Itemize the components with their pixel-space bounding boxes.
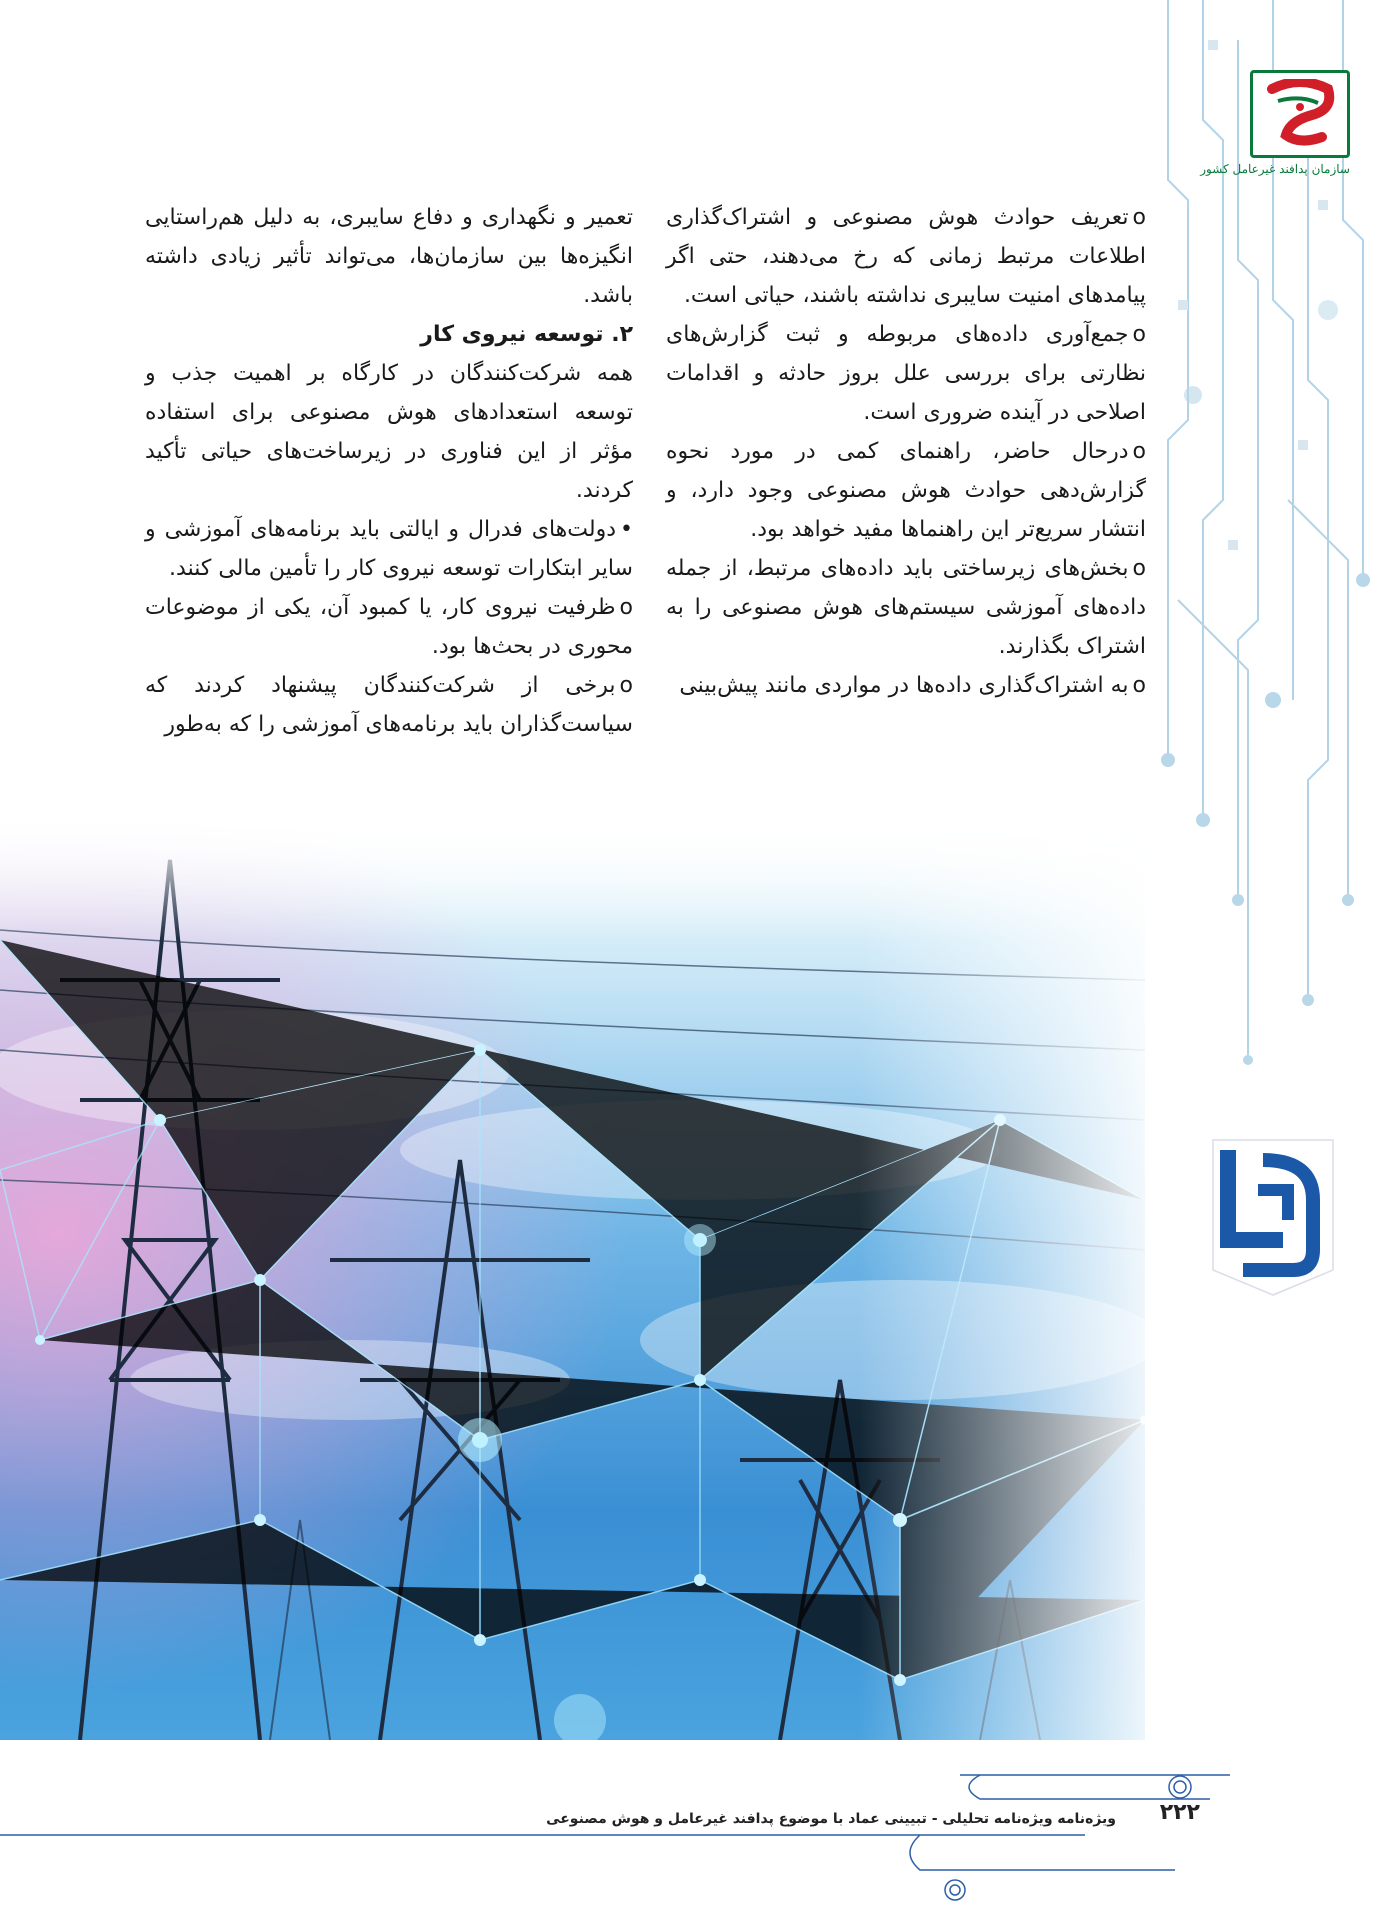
- power-grid-network-image: [0, 820, 1145, 1740]
- page-number: ۲۲۲: [1159, 1800, 1200, 1825]
- list-item: •دولت‌های فدرال و ایالتی باید برنامه‌های آموزشی و سایر ابتکارات توسعه نیروی کار را تأمین مالی کنند.: [145, 517, 633, 581]
- list-item: oبه اشتراک‌گذاری داده‌ها در مواردی مانند پیش‌بینی: [679, 673, 1146, 698]
- organization-caption: سازمان پدافند غیرعامل کشور: [1200, 162, 1350, 176]
- footer-decoration: [0, 1765, 1378, 1905]
- list-item: oبرخی از شرکت‌کنندگان پیشنهاد کردند که سیاست‌گذاران باید برنامه‌های آموزشی را که به‌طور: [145, 673, 633, 737]
- emad-logo: [1203, 1120, 1343, 1300]
- list-item: oدرحال حاضر، راهنمای کمی در مورد نحوه گزارش‌دهی حوادث هوش مصنوعی وجود دارد، و انتشار سریع‌تر این راهنماها مفید خواهد بود.: [666, 439, 1146, 542]
- list-item: oتعریف حوادث هوش مصنوعی و اشتراک‌گذاری اطلاعات مرتبط زمانی که رخ می‌دهند، حتی اگر پیامدهای امنیت سایبری نداشته باشند، حیاتی است.: [666, 205, 1146, 308]
- footer-publication-title: ویژه‌نامه ویژه‌نامه تحلیلی - تبیینی عماد با موضوع پدافند غیرعامل و هوش مصنوعی: [546, 1811, 1116, 1827]
- text-column-left: [145, 198, 633, 744]
- section-heading: ۲. توسعه نیروی کار: [420, 322, 633, 347]
- list-item: oبخش‌های زیرساختی باید داده‌های مرتبط، از جمله داده‌های آموزشی سیستم‌های هوش مصنوعی را به اشتراک بگذارند.: [666, 556, 1146, 659]
- body-paragraph: همه شرکت‌کنندگان در کارگاه بر اهمیت جذب و توسعه استعدادهای هوش مصنوعی برای استفاده مؤثر از این فناوری در زیرساخت‌های حیاتی تأکید کردند.: [145, 361, 633, 503]
- organization-logo: [1200, 70, 1350, 190]
- intro-paragraph: تعمیر و نگهداری و دفاع سایبری، به دلیل هم‌راستایی انگیزه‌ها بین سازمان‌ها، می‌تواند تأثیر زیادی داشته باشد.: [145, 205, 633, 308]
- text-column-right: [666, 198, 1146, 705]
- list-item: oظرفیت نیروی کار، یا کمبود آن، یکی از موضوعات محوری در بحث‌ها بود.: [145, 595, 633, 659]
- list-item: oجمع‌آوری داده‌های مربوطه و ثبت گزارش‌های نظارتی برای بررسی علل بروز حادثه و اقدامات اصلاحی در آینده ضروری است.: [666, 322, 1146, 425]
- organization-emblem: [1250, 70, 1350, 158]
